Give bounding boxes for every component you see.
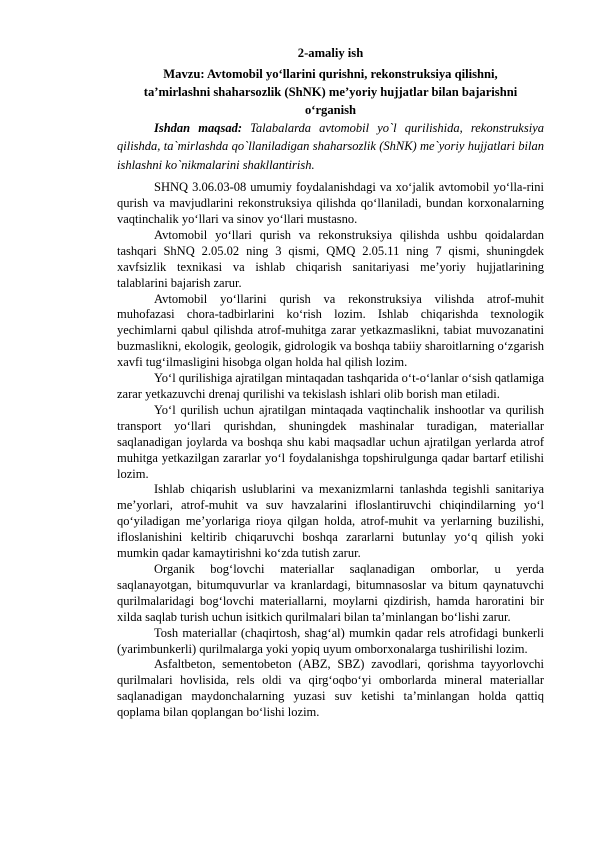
goal-label: Ishdan maqsad:	[154, 121, 242, 135]
paragraph-9: Asfaltbeton, sementobeton (ABZ, SBZ) zavodlari, qorishma tayyorlovchi qurilmalari hovlisida, rels oldi va qirg‘oqbo‘yi omborlarda mineral materiallar saqlanadigan maydonchalarning yuzasi suv ketishi ta’minlangan holda qattiq qoplama bilan qoplangan bo‘lishi lozim.	[117, 657, 544, 720]
paragraph-8: Tosh materiallar (chaqirtosh, shag‘al) mumkin qadar rels atrofidagi bunkerli (yarimbunkerli) qurilmalarga yoki yopiq uyum omborxonalarga tushirilishi lozim.	[117, 625, 544, 656]
paragraph-3: Avtomobil yo‘llarini qurish va rekonstruksiya vilishda atrof-muhit muhofazasi chora-tadbirlarini ko‘rish lozim. Ishlab chiqarishda texnologik yechimlarni qabul qilishda atrof-muhitga zarar yetkazmaslikni, tabiat muvozanatini buzmaslikni, ekologik, geologik, gidrologik va boshqa tabiiy sharoitlarning o‘zgarish xavfi tug‘ilmasligini hisobga olgan holda hal qilish lozim.	[117, 291, 544, 370]
topic-line-3: o‘rganish	[304, 103, 357, 117]
paragraph-5: Yo‘l qurilish uchun ajratilgan mintaqada vaqtinchalik inshootlar va qurilish transport yo‘llari qurishdan, shuningdek mashinalar turadigan, materiallar saqlanadigan joylarda va boshqa shu kabi maqsadlar uchun ajratilgan yerlarda atrof muhitga yetkazilgan zararlar yo‘l foydalanishga topshirulgunga qadar bartarf etilishi lozim.	[117, 402, 544, 481]
document-body	[117, 44, 544, 721]
topic-line-1: Mavzu: Avtomobil yo‘llarini qurishni, rekonstruksiya qilishni,	[163, 67, 498, 81]
paragraph-2: Avtomobil yo‘llari qurish va rekonstruksiya qilishda ushbu qoidalardan tashqari ShNQ 2.05.02 ning 3 qismi, QMQ 2.05.11 ning 7 qismi, shuningdek xavfsizlik texnikasi va ishlab chiqarish sanitariyasi me’yoriy hujjatlarining talablarini bajarish zarur.	[117, 227, 544, 290]
paragraph-1: SHNQ 3.06.03-08 umumiy foydalanishdagi va xo‘jalik avtomobil yo‘lla-rini qurish va mavjudlarini rekonstruksiya qilishda qo‘llaniladi, bundan korxonalarning vaqtinchalik yo‘llari va sinov yo‘llari mustasno.	[117, 180, 544, 227]
practical-work-heading: 2-amaliy ish	[297, 46, 364, 60]
goal-text: Talabalarda avtomobil yo`l qurilishida, rekonstruksiya qilishda, ta`mirlashda qo`llaniladigan shaharsozlik (ShNK) me`yoriy hujjatlari bilan ishlashni ko`nikmalarini shakllantirish.	[117, 121, 544, 172]
goal-paragraph	[117, 119, 544, 174]
paragraph-7: Organik bog‘lovchi materiallar saqlanadigan omborlar, u yerda saqlanayotgan, bitumquvurlar va kranlardagi, bitumnasoslar va bitum qaynatuvchi qurilmalaridagi bog‘lovchi materiallarni, moylarni qizdirish, hamda haroratini bir xilda saqlab turish uchun isitkich qurilmalari bilan ta’minlangan bo‘lishi zarur.	[117, 561, 544, 624]
topic-line-2: ta’mirlashni shaharsozlik (ShNK) me’yoriy hujjatlar bilan bajarishni	[143, 85, 518, 99]
paragraph-4: Yo‘l qurilishiga ajratilgan mintaqadan tashqarida o‘t-o‘lanlar o‘sish qatlamiga zarar yetkazuvchi drenaj qurilishi va tekislash ishlari olib borish man etiladi.	[117, 371, 544, 401]
paragraph-6: Ishlab chiqarish uslublarini va mexanizmlarni tanlashda tegishli sanitariya me’yorlari, atrof-muhit va suv havzalarini ifloslantiruvchi chiqindilarning yo‘l qo‘yiladigan me’yorlariga rioya qilgan holda, atrof-muhit va yerlarning buzilishi, ifloslanishini keltirib chiqaruvchi boshqa zararlarni butunlay yo‘q qilish yoki mumkin qadar kamaytirishni ko‘zda tutish zarur.	[117, 482, 544, 561]
